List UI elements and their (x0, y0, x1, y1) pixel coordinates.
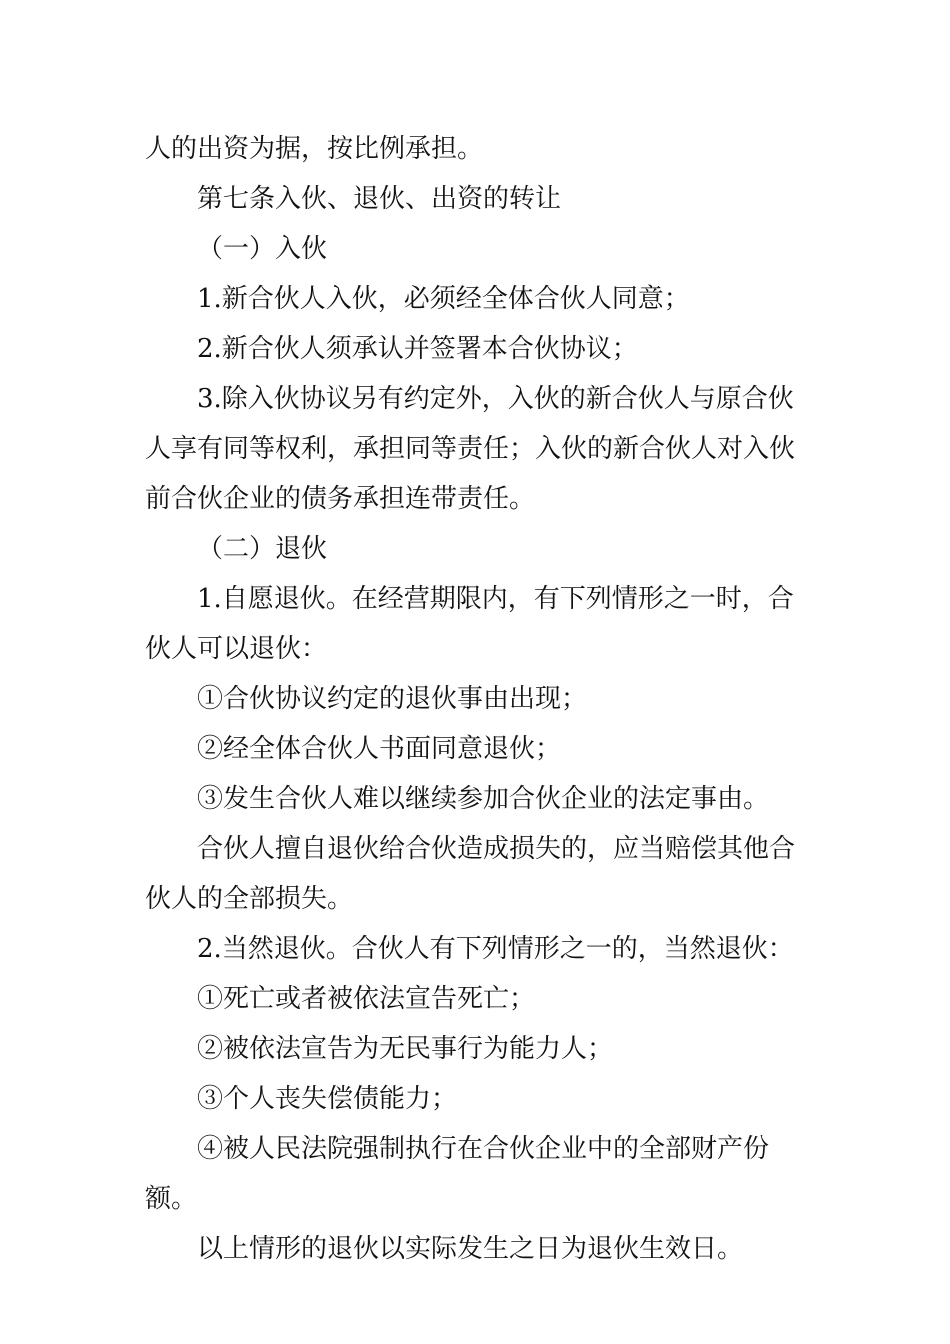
article-heading: 第七条入伙、退伙、出资的转让 (197, 184, 562, 214)
sub-list-item: ②被依法宣告为无民事行为能力人； (197, 1034, 614, 1064)
sub-list-item: ③发生合伙人难以继续参加合伙企业的法定事由。 (197, 784, 770, 814)
section-heading-withdrawal: （二）退伙 (197, 534, 328, 564)
sub-list-item: ①合伙协议约定的退伙事由出现； (197, 684, 588, 714)
sub-list-item: ④被人民法院强制执行在合伙企业中的全部财产份额。 (145, 1134, 770, 1214)
list-item: 3.除入伙协议另有约定外，入伙的新合伙人与原合伙人享有同等权利，承担同等责任；入伙的新合伙人对入伙前合伙企业的债务承担连带责任。 (145, 384, 796, 514)
document-body (145, 124, 810, 1274)
sub-list-item: ②经全体合伙人书面同意退伙； (197, 734, 562, 764)
paragraph: 合伙人擅自退伙给合伙造成损失的，应当赔偿其他合伙人的全部损失。 (145, 834, 796, 914)
sub-list-item: ①死亡或者被依法宣告死亡； (197, 984, 536, 1014)
list-item: 1.自愿退伙。在经营期限内，有下列情形之一时，合伙人可以退伙： (145, 584, 794, 664)
list-item: 2.新合伙人须承认并签署本合伙协议； (197, 334, 638, 364)
list-item: 1.新合伙人入伙，必须经全体合伙人同意； (197, 284, 690, 314)
paragraph: 以上情形的退伙以实际发生之日为退伙生效日。 (197, 1234, 744, 1264)
paragraph-continuation: 人的出资为据，按比例承担。 (145, 134, 484, 164)
list-item: 2.当然退伙。合伙人有下列情形之一的，当然退伙： (197, 934, 794, 964)
sub-list-item: ③个人丧失偿债能力； (197, 1084, 458, 1114)
section-heading-join: （一）入伙 (197, 234, 328, 264)
